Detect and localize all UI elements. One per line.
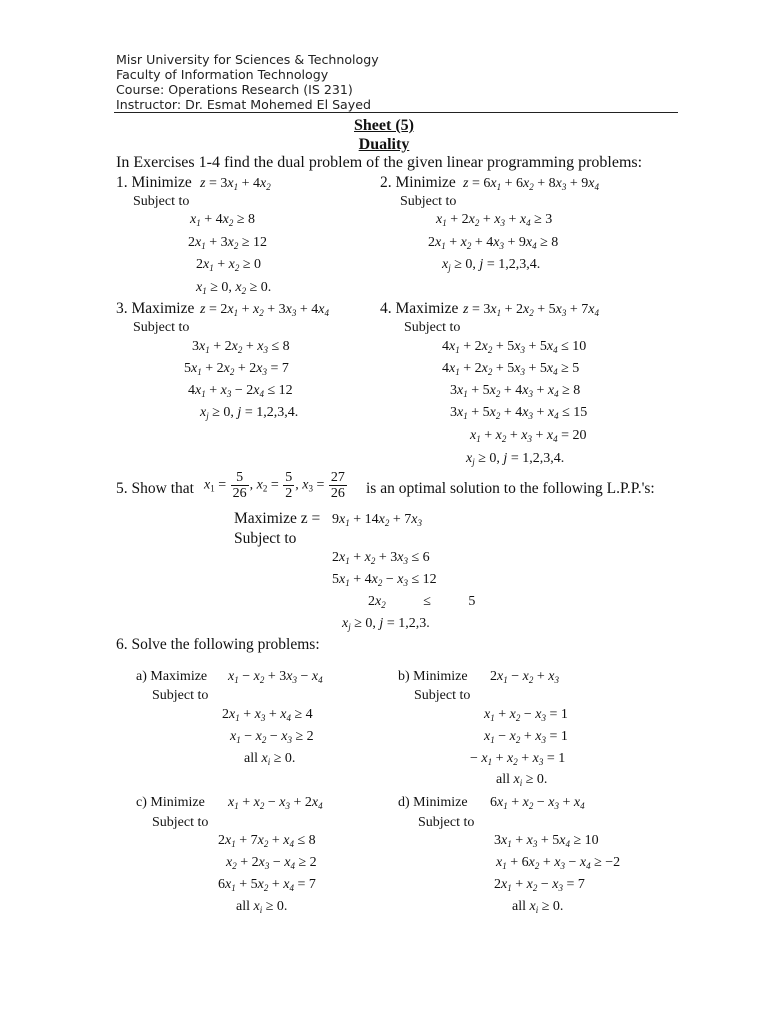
ex4-constraint-1: $4x_1 + 2x_2 + 5x_3 + 5x_4 \le 10$ <box>442 339 587 355</box>
ex6c-constraint-3: $6x_1 + 5x_2 + x_4 = 7$ <box>218 877 316 893</box>
ex3-constraint-3: $4x_1 + x_3 - 2x_4 \le 12$ <box>188 383 293 399</box>
ex5-constraint-1: $2x_1 + x_2 + 3x_3 \le 6$ <box>332 550 430 566</box>
ex1-label: 1. Minimize <box>116 174 192 191</box>
topic-title: Duality <box>358 136 410 153</box>
ex6c-subject-to: Subject to <box>152 815 209 830</box>
ex1-objective: $z = 3x_1 + 4x_2$ <box>200 176 271 192</box>
ex2-constraint-2: $2x_1 + x_2 + 4x_3 + 9x_4 \ge 8$ <box>428 235 559 251</box>
header-divider <box>114 112 678 113</box>
ex2-objective: $z = 6x_1 + 6x_2 + 8x_3 + 9x_4$ <box>463 176 599 192</box>
ex5-subject-to: Subject to <box>234 530 297 547</box>
ex6d-label: d) Minimize <box>398 795 468 810</box>
ex4-objective: $z = 3x_1 + 2x_2 + 5x_3 + 7x_4$ <box>463 302 599 318</box>
ex5-solution: $x_1$ = $\frac{5}{26}$ , $x_2$ = $\frac{5}{2}$ , $x_3$ = $\frac{27}{26}$ <box>204 470 345 501</box>
ex6d-nonnegativity: all $x_i \ge 0$. <box>512 899 564 915</box>
ex6a-nonnegativity: all $x_i \ge 0$. <box>244 751 296 767</box>
ex4-nonnegativity: $x_j \ge 0$, j = 1,2,3,4. <box>466 451 565 467</box>
ex6b-nonnegativity: all $x_i \ge 0$. <box>496 772 548 788</box>
ex6d-objective: $6x_1 + x_2 - x_3 + x_4$ <box>490 795 585 811</box>
ex2-constraint-1: $x_1 + 2x_2 + x_3 + x_4 \ge 3$ <box>436 212 553 228</box>
ex6a-constraint-2: $x_1 - x_2 - x_3 \ge 2$ <box>230 729 314 745</box>
ex6c-label: c) Minimize <box>136 795 205 810</box>
ex5-lead: 5. Show that <box>116 480 194 497</box>
ex5-maximize-label: Maximize z = <box>234 510 321 527</box>
ex4-constraint-4: $3x_1 + 5x_2 + 4x_3 + x_4 \le 15$ <box>450 405 588 421</box>
ex4-label: 4. Maximize <box>380 300 459 317</box>
ex3-constraint-2: $5x_1 + 2x_2 + 2x_3 = 7$ <box>184 361 289 377</box>
ex6c-objective: $x_1 + x_2 - x_3 + 2x_4$ <box>228 795 323 811</box>
ex6d-constraint-1: $3x_1 + x_3 + 5x_4 \ge 10$ <box>494 833 599 849</box>
ex6-heading: 6. Solve the following problems: <box>116 636 320 653</box>
ex6b-constraint-1: $x_1 + x_2 - x_3 = 1$ <box>484 707 568 723</box>
ex4-subject-to: Subject to <box>404 320 461 335</box>
ex6c-constraint-2: $x_2 + 2x_3 - x_4 \ge 2$ <box>226 855 317 871</box>
ex5-nonnegativity: $x_j \ge 0$, j = 1,2,3. <box>342 616 430 632</box>
ex6d-constraint-3: $2x_1 + x_2 - x_3 = 7$ <box>494 877 585 893</box>
ex4-constraint-3: $3x_1 + 5x_2 + 4x_3 + x_4 \ge 8$ <box>450 383 581 399</box>
ex1-constraint-2: $2x_1 + 3x_2 \ge 12$ <box>188 235 268 251</box>
ex6a-subject-to: Subject to <box>152 688 209 703</box>
ex6d-constraint-2: $x_1 + 6x_2 + x_3 - x_4 \ge -2$ <box>496 855 621 871</box>
ex3-nonnegativity: $x_j \ge 0$, j = 1,2,3,4. <box>200 405 299 421</box>
ex3-constraint-1: $3x_1 + 2x_2 + x_3 \le 8$ <box>192 339 290 355</box>
ex5-tail: is an optimal solution to the following L.P.P.'s: <box>366 480 655 497</box>
ex2-subject-to: Subject to <box>400 194 457 209</box>
ex1-nonnegativity: $x_1 \ge 0$, $x_2 \ge 0$. <box>196 280 272 296</box>
ex6c-nonnegativity: all $x_i \ge 0$. <box>236 899 288 915</box>
sheet-title: Sheet (5) <box>354 117 414 134</box>
ex2-nonnegativity: $x_j \ge 0$, j = 1,2,3,4. <box>442 257 541 273</box>
ex6a-label: a) Maximize <box>136 669 208 684</box>
ex3-label: 3. Maximize <box>116 300 195 317</box>
exercises-intro: In Exercises 1-4 find the dual problem of the given linear programming problems: <box>116 154 643 171</box>
ex6b-constraint-2: $x_1 - x_2 + x_3 = 1$ <box>484 729 568 745</box>
ex6b-label: b) Minimize <box>398 669 468 684</box>
ex4-constraint-5: $x_1 + x_2 + x_3 + x_4 = 20$ <box>470 428 587 444</box>
ex5-constraint-3: $2x_2 \le 5$ <box>368 594 476 610</box>
ex1-constraint-3: $2x_1 + x_2 \ge 0$ <box>196 257 262 273</box>
ex3-objective: $z = 2x_1 + x_2 + 3x_3 + 4x_4$ <box>200 302 329 318</box>
ex6c-constraint-1: $2x_1 + 7x_2 + x_4 \le 8$ <box>218 833 316 849</box>
ex6d-subject-to: Subject to <box>418 815 475 830</box>
ex3-subject-to: Subject to <box>133 320 190 335</box>
ex4-constraint-2: $4x_1 + 2x_2 + 5x_3 + 5x_4 \ge 5$ <box>442 361 580 377</box>
ex6a-objective: $x_1 - x_2 + 3x_3 - x_4$ <box>228 669 323 685</box>
ex6b-subject-to: Subject to <box>414 688 471 703</box>
ex1-constraint-1: $x_1 + 4x_2 \ge 8$ <box>190 212 256 228</box>
university-name: Misr University for Sciences & Technology <box>116 52 379 67</box>
faculty-name: Faculty of Information Technology <box>116 67 329 82</box>
ex6b-constraint-3: − $x_1 + x_2 + x_3 = 1$ <box>470 751 566 767</box>
ex6b-objective: $2x_1 - x_2 + x_3$ <box>490 669 559 685</box>
ex2-label: 2. Minimize <box>380 174 456 191</box>
ex1-subject-to: Subject to <box>133 194 190 209</box>
course-name: Course: Operations Research (IS 231) <box>116 82 353 97</box>
ex5-objective: $9x_1 + 14x_2 + 7x_3$ <box>332 512 422 528</box>
instructor-name: Instructor: Dr. Esmat Mohemed El Sayed <box>116 97 371 112</box>
ex6a-constraint-1: $2x_1 + x_3 + x_4 \ge 4$ <box>222 707 313 723</box>
ex5-constraint-2: $5x_1 + 4x_2 - x_3 \le 12$ <box>332 572 437 588</box>
